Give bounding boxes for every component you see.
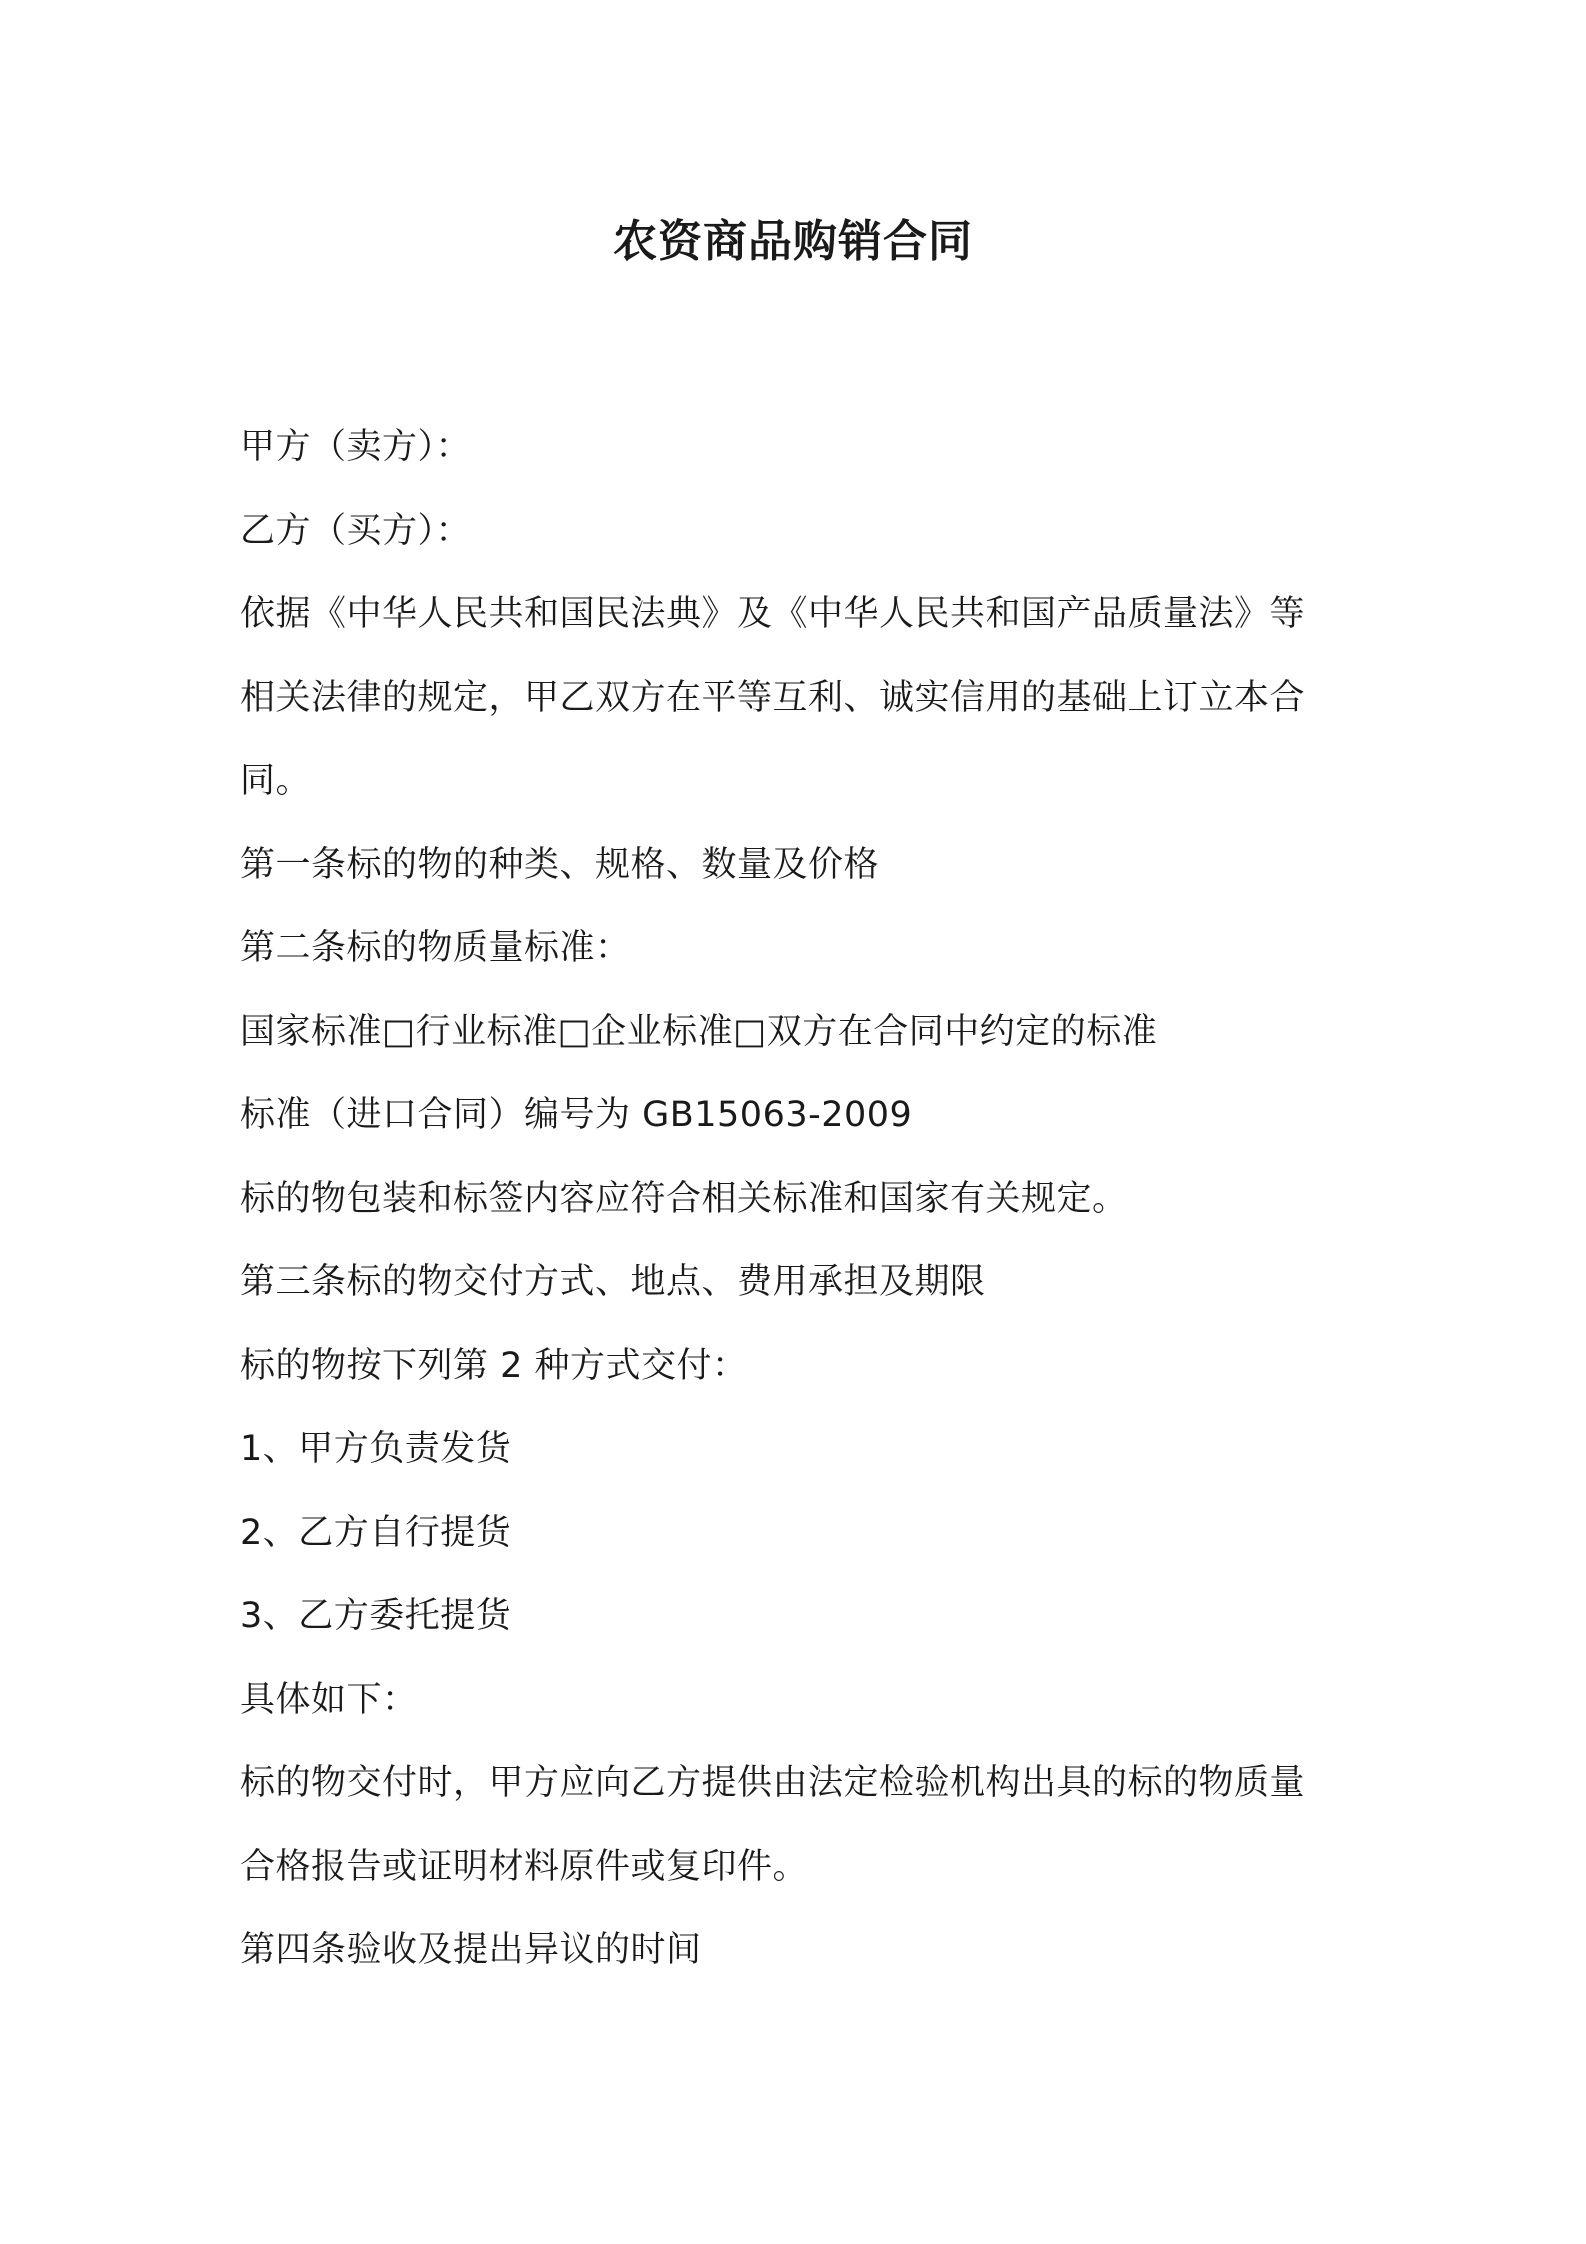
delivery-method-line: 标的物按下列第 2 种方式交付： [240, 1345, 748, 1386]
details-line: 具体如下： [240, 1679, 418, 1720]
party-a-line: 甲方（卖方）： [240, 427, 472, 467]
packaging-line: 标的物包装和标签内容应符合相关标准和国家有关规定。 [240, 1178, 1128, 1219]
inspection-line-2: 合格报告或证明材料原件或复印件。 [240, 1846, 809, 1887]
document-body [240, 406, 1360, 1993]
party-b-line: 乙方（买方）： [240, 510, 472, 551]
article-2-heading: 第二条标的物质量标准： [240, 928, 631, 968]
inspection-line-1: 标的物交付时，甲方应向乙方提供由法定检验机构出具的标的物质量 [240, 1763, 1306, 1803]
preamble-line-1: 依据《中华人民共和国民法典》及《中华人民共和国产品质量法》等 [240, 594, 1306, 634]
delivery-option-2: 2、乙方自行提货 [240, 1512, 512, 1553]
preamble-line-2: 相关法律的规定，甲乙双方在平等互利、诚实信用的基础上订立本合 [240, 677, 1306, 718]
standard-number-line: 标准（进口合同）编号为 GB15063-2009 [240, 1095, 913, 1135]
article-1-heading: 第一条标的物的种类、规格、数量及价格 [240, 844, 880, 885]
document-title: 农资商品购销合同 [613, 216, 973, 267]
preamble-line-3: 同。 [240, 761, 312, 801]
article-3-heading: 第三条标的物交付方式、地点、费用承担及期限 [240, 1262, 986, 1302]
delivery-option-1: 1、甲方负责发货 [240, 1429, 512, 1469]
article-4-heading: 第四条验收及提出异议的时间 [240, 1930, 702, 1970]
delivery-option-3: 3、乙方委托提货 [240, 1596, 512, 1636]
standard-options-line: 国家标准□行业标准□企业标准□双方在合同中约定的标准 [240, 1011, 1158, 1052]
